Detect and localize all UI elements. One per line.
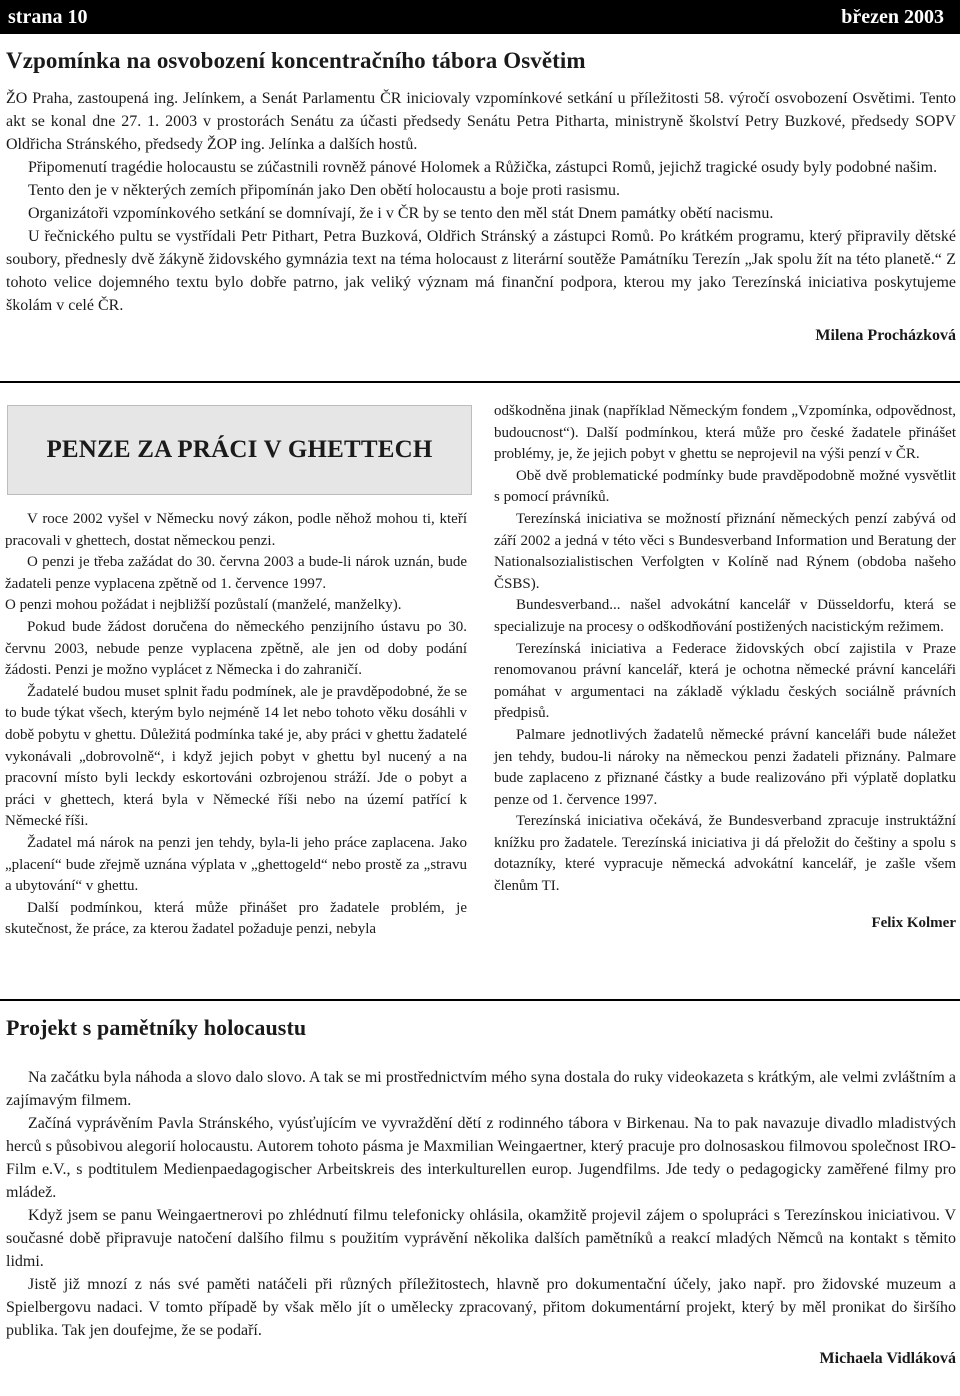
paragraph: Připomenutí tragédie holocaustu se zúčastnili rovněž pánové Holomek a Růžička, zástupci Romů, jejichž tragické osudy byly podobné našim.	[28, 159, 938, 176]
article-title-penze: PENZE ZA PRÁCI V GHETTECH	[46, 436, 433, 463]
column-left	[5, 509, 467, 941]
paragraph: U řečnického pultu se vystřídali Petr Pithart, Petra Buzková, Oldřich Stránský a zástupci Romů. Po krátkém programu, který připravily dětské soubory, přednesly dvě žákyně židovského gymnázia text na téma holocaust z literární soutěže Památníku Terezín „Jak spolu žít na této planetě.“ Z tohoto velice dojemného textu bylo dobře patrno, jak veliký význam má finanční podpora, kterou my jako Terezínská iniciativa poskytujeme školám v celé ČR.	[6, 228, 956, 314]
author-signature: Milena Procházková	[815, 327, 956, 344]
paragraph: ŽO Praha, zastoupená ing. Jelínkem, a Senát Parlamentu ČR iniciovaly vzpomínkové setkání u příležitosti 58. výročí osvobození Osvětimi. Tento akt se konal dne 27. 1. 2003 v prostorách Senátu za účasti předsedy Senátu Petra Pitharta, ministryně školství Petry Buzkové, předsedy SOPV Oldřicha Stránského, předsedy ŽOP ing. Jelínka a dalších hostů.	[6, 90, 956, 153]
paragraph: Když jsem se panu Weingaertnerovi po zhlédnutí filmu telefonicky ohlásila, okamžitě projevil zájem o spolupráci s Terezínskou iniciativou. V současné době připravuje natočení dalšího filmu s použitím vyprávění několika dalších pamětníků a reakcí mladých Němců na kontakt s těmito lidmi.	[6, 1207, 956, 1270]
paragraph: Terezínská iniciativa očekává, že Bundesverband zpracuje instruktážní knížku pro žadatele. Terezínská iniciativa ji dá přeložit do češtiny a spolu s dotazníky, které vypracuje německá advokátní kancelář, je zašle všem členům TI.	[494, 813, 956, 895]
paragraph: Bundesverband... našel advokátní kancelář v Düsseldorfu, která se specializuje na procesy o odškodňování postižených nacistickým režimem.	[494, 597, 956, 635]
paragraph: Obě dvě problematické podmínky bude pravděpodobně možné vysvětlit s pomocí právníků.	[494, 467, 956, 506]
author-signature: Michaela Vidláková	[819, 1350, 956, 1367]
boxed-headline	[7, 405, 472, 495]
paragraph: Tento den je v některých zemích připomínán jako Den obětí holocaustu a boje proti rasismu.	[28, 182, 621, 199]
issue-date: březen 2003	[841, 5, 944, 28]
paragraph: Palmare jednotlivých žadatelů německé právní kanceláři bude náležet jen tehdy, budou-li nároky na německou penzi žadateli přiznány. Palmare bude zaplaceno z přiznané částky a bude realizováno při výplatě doplatku penze od 1. července 1997.	[494, 726, 956, 808]
page-header	[0, 0, 960, 34]
paragraph: Začíná vyprávěním Pavla Stránského, vyúsťujícím ve vyvraždění dětí z rodinného tábora v Birkenau. Na to pak navazuje divadlo mladistvých herců s působivou alegorií holocaustu. Autorem tohoto pásma je Maxmilian Weingaertner, který pracuje pro dolnosaskou filmovou společnost IRO-Film e.V., s podtitulem Medienpaedagogischer Arbeitskreis des interkulturellen europ. Jugendfilms. Jde tedy o pedagogicky zaměřené filmy pro mládež.	[6, 1115, 956, 1201]
column-right	[494, 401, 956, 932]
article-body	[494, 401, 956, 898]
paragraph: Žadatelé budou muset splnit řadu podmínek, ale je pravděpodobné, že se to bude týkat všech, kterým bylo nejméně 14 let nebo tohoto věku dosáhli v době pobytu v ghettu. Důležitá podmínka také je, aby práci v ghettu žadatelé vykonávali „dobrovolně“, i když jejich pobyt v ghettu byl nucený a na pracovní místo byli leckdy eskortováni ozbrojenou stráží. Jde o pobyt a práci v ghettech, která byla v Německé říši nebo na území patřící k Německé říši.	[5, 683, 467, 830]
article-osvetim	[6, 87, 956, 345]
paragraph: V roce 2002 vyšel v Německu nový zákon, podle něhož mohou ti, kteří pracovali v ghettech, dostat německou penzi.	[5, 511, 467, 549]
article-title-projekt: Projekt s pamětníky holocaustu	[6, 1015, 307, 1040]
article-projekt	[6, 1066, 956, 1368]
paragraph: Další podmínkou, která může přinášet pro žadatele problém, je skutečnost, že práce, za kterou žadatel požaduje penzi, nebyla	[5, 899, 467, 938]
article-body	[6, 1066, 956, 1342]
paragraph: odškodněna jinak (například Německým fondem „Vzpomínka, odpovědnost, budoucnost“). Další podmínkou, která může pro české žadatele přinášet problémy, je, že jejich pobyt v ghettu se neprojevil na výši penzí v ČR.	[494, 403, 956, 463]
section-divider	[0, 381, 960, 383]
paragraph: Žadatel má nárok na penzi jen tehdy, byla-li jeho práce zaplacena. Jako „placení“ bude zřejmě uznána výplata v „ghettogeld“ nebo prostě za „stravu a ubytování“ v ghettu.	[5, 834, 467, 895]
section-divider	[0, 999, 960, 1001]
article-title-osvetim: Vzpomínka na osvobození koncentračního tábora Osvětim	[6, 48, 586, 73]
article-body	[5, 509, 467, 941]
paragraph: O penzi mohou požádat i nejbližší pozůstalí (manželé, manželky).	[5, 597, 402, 614]
paragraph: Terezínská iniciativa a Federace židovských obcí zajistila v Praze renomovanou právní kancelář, která je ochotna německé právní kanceláři pomáhat v argumentaci na základě výkladu českých sociálně právních předpisů.	[494, 640, 956, 722]
paragraph: O penzi je třeba zažádat do 30. června 2003 a bude-li nárok uznán, bude žadateli penze vyplacena zpětně od 1. července 1997.	[5, 554, 467, 592]
paragraph: Organizátoři vzpomínkového setkání se domnívají, že i v ČR by se tento den měl stát Dnem památky obětí nacismu.	[28, 205, 774, 222]
article-body	[6, 87, 956, 317]
page-number: strana 10	[8, 5, 88, 28]
paragraph: Pokud bude žádost doručena do německého penzijního ústavu po 30. červnu 2003, nebude penze vyplacena zpětně, ale jen od doby podání žádosti. Penzi je možno vyplácet z Německa i do zahraničí.	[5, 618, 467, 679]
paragraph: Terezínská iniciativa se možností přiznání německých penzí zabývá od září 2002 a jedná v této věci s Bundesverband Information und Beratung der Nationalsozialistischen Verfolgten v Kolíně nad Rýnem (obdoba našeho ČSBS).	[494, 510, 956, 592]
paragraph: Na začátku byla náhoda a slovo dalo slovo. A tak se mi prostřednictvím mého syna dostala do ruky videokazeta s krátkým, ale velmi zvláštním a zajímavým filmem.	[6, 1069, 956, 1109]
author-signature: Felix Kolmer	[871, 914, 956, 931]
paragraph: Jistě již mnozí z nás své paměti natáčeli při různých příležitostech, hlavně pro dokumentační účely, jako např. pro židovské muzeum a Spielbergovu nadaci. V tomto případě by však mělo jít o umělecky zpracovaný, přitom dokumentární projekt, který by měl pronikat do širšího publika. Tak jen doufejme, že se podaří.	[6, 1276, 956, 1339]
